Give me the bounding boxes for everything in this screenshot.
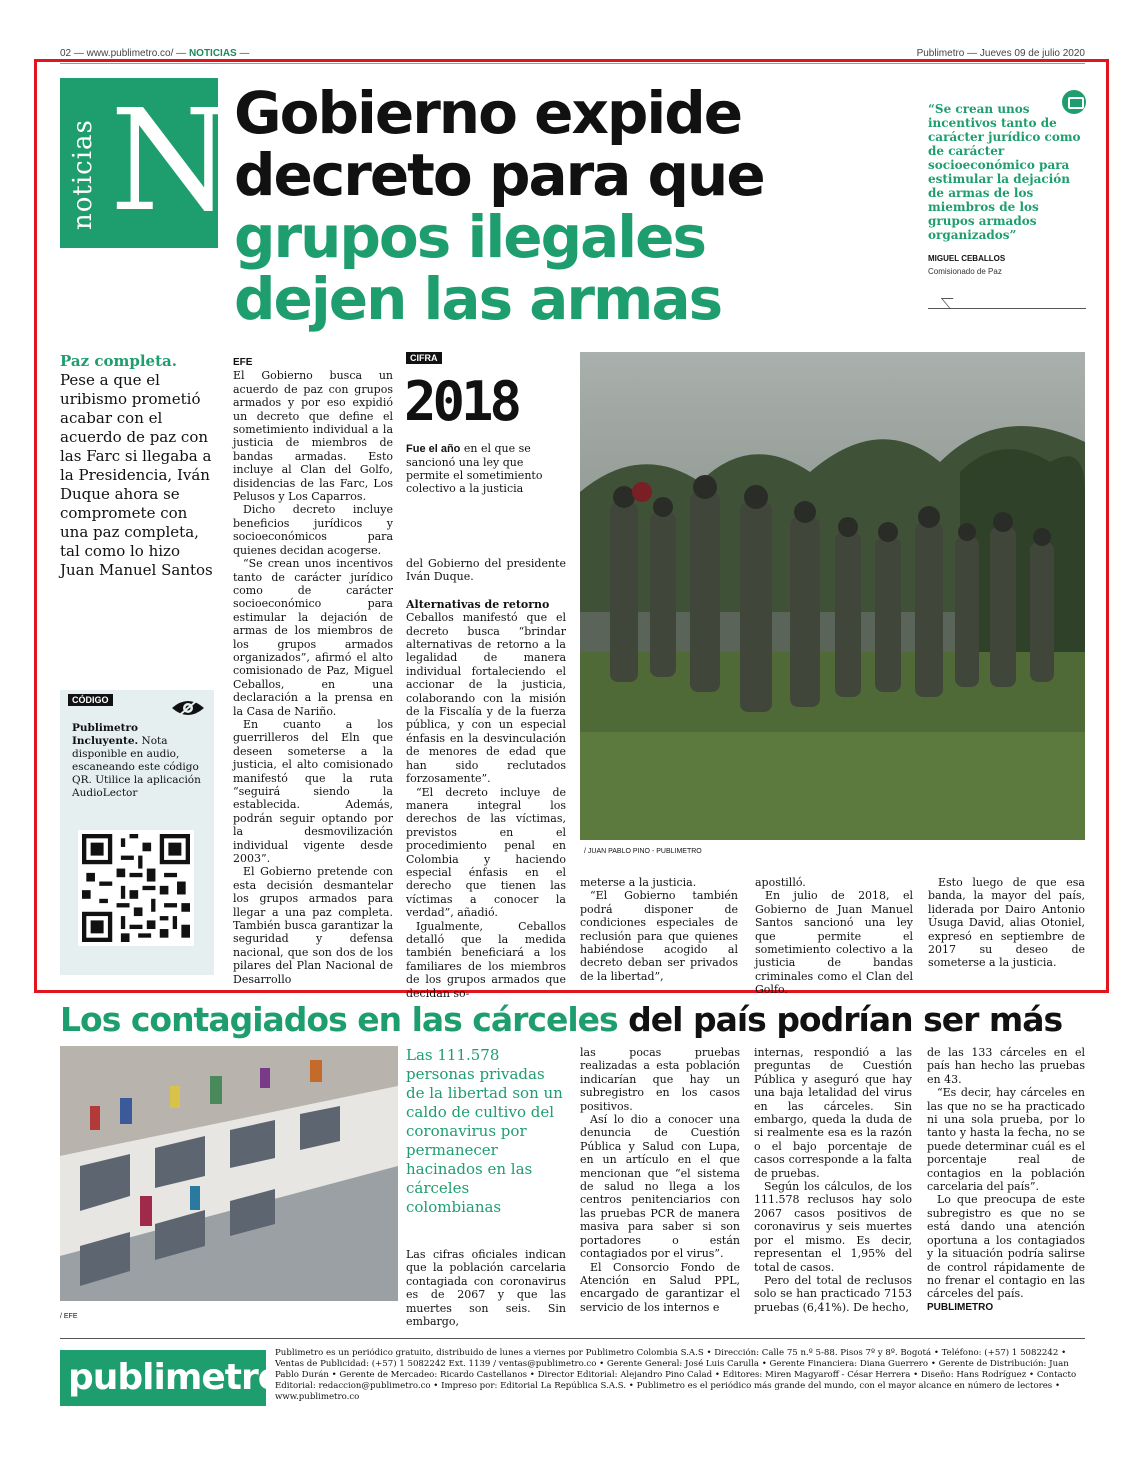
lede-bold: Paz completa. xyxy=(60,352,177,370)
article-col-5 xyxy=(928,876,1085,970)
running-head-date: Publimetro — Jueves 09 de julio 2020 xyxy=(916,48,1085,59)
story2-paragraph: Lo que preocupa de este subregistro es que no se está dando una atención oportuna a los contagiados y la situación podría salirse de control rápidamente de no frenar el contagio en las cárceles del país. xyxy=(927,1193,1085,1301)
article-paragraph: Dicho decreto incluye beneficios jurídicos y socioeconómicos para quienes decidan acogerse. xyxy=(233,503,393,557)
article-col-3 xyxy=(580,876,738,983)
photo-soldiers-illustration xyxy=(580,352,1085,840)
article-subhead: Alternativas de retorno xyxy=(406,597,550,611)
main-headline xyxy=(234,79,914,333)
story2-col-1 xyxy=(406,1248,566,1328)
pull-quote-text: “Se crean unos incentivos tanto de carácter jurídico como de carácter socioeconómico para estimular la dejación de armas de los miembros de los grupos armados organizados” xyxy=(928,102,1081,242)
headline-line-3: grupos ilegales xyxy=(234,203,705,271)
codigo-box xyxy=(60,690,214,975)
photo-soldiers xyxy=(580,352,1085,840)
codigo-body: Nota disponible en audio, escaneando este código QR. Utilice la aplicación AudioLector xyxy=(72,735,201,799)
article-col-2 xyxy=(406,557,566,1000)
headline-line-2: decreto para que xyxy=(234,141,764,209)
imprint: Publimetro es un periódico gratuito, distribuido de lunes a viernes por Publimetro Colombia S.A.S • Dirección: Calle 75 n.º 5-88. Pisos 7º y 8º. Bogotá • Teléfono: (+57) 1 5082242 • Ventas de Publicidad: (+57) 1 5082242 Ext. 1139 / ventas@publimetro.co • Gerente General: José Luis Carulla • Gerente Financiera: Diana Guerrero • Gerente de Distribución: Juan Pablo Durán • Gerente de Mercadeo: Ricardo Castellanos • Director Editorial: Alejandro Pino Calad • Editores: Miren Magyaroff - César Herrera • Diseño: Hans Rodríguez • Contacto Editorial: redaccion@publimetro.co • Impreso por: Editorial La República S.A.S. • Publimetro es el periódico más grande del mundo, con el mayor alcance en número de lectores • www.publimetro.co xyxy=(275,1348,1077,1402)
article-paragraph: “Se crean unos incentivos tanto de carácter jurídico como de carácter socioeconómico para estimular la dejación de armas de los miembros de los grupos armados organizados”, afirmó el alto comisionado de Paz, Miguel Ceballos, en una declaración a la prensa en la Casa de Nariño. xyxy=(233,557,393,718)
pull-quote-role: Comisionado de Paz xyxy=(928,267,1002,276)
running-head-tail: — xyxy=(236,48,250,59)
photo-prison-illustration xyxy=(60,1046,398,1301)
cifra-tag: CIFRA xyxy=(406,352,442,364)
article-source: EFE xyxy=(233,357,253,368)
qr-code-graphic xyxy=(82,834,190,942)
article-paragraph: Igualmente, Ceballos detalló que la medida también beneficiará a los familiares de los miembros de los grupos armados que decidan so- xyxy=(406,919,566,1000)
story2-paragraph: Así lo dio a conocer una denuncia de Cuestión Pública y Salud con Lupa, en un artículo en el que mencionan que “el sistema de salud no llega a los centros penitenciarios con las pruebas PCR de manera masiva para saber si son portadores o están contagiados por el virus”. xyxy=(580,1113,740,1261)
eye-ear-icon xyxy=(170,696,206,720)
photo-credit: / JUAN PABLO PINO - PUBLIMETRO xyxy=(584,848,702,855)
article-paragraph: “El Gobierno también podrá disponer de condiciones especiales de reclusión para que quienes habiéndose acogido al decreto deban ser privados de la libertad”, xyxy=(580,889,738,983)
photo-prison xyxy=(60,1046,398,1301)
story2-deck: Las 111.578 personas privadas de la libertad son un caldo de cultivo del coronavirus por permanecer hacinados en las cárceles colombianas xyxy=(406,1046,563,1216)
story2-headline-green: Los contagiados en las cárceles xyxy=(60,1000,618,1039)
story2-paragraph: de las 133 cárceles en el país han hecho las pruebas en 43. xyxy=(927,1046,1085,1086)
article-paragraph: En cuanto a los guerrilleros del Eln que deseen someterse a la justicia, el alto comisionado manifestó que la ruta “seguirá siendo la establecida. Además, podrán seguir optando por la desmovilización individual vigente desde 2003”. xyxy=(233,717,393,866)
codigo-text xyxy=(72,722,207,800)
cifra-body: en el que se sancionó una ley que permite el sometimiento colectivo a la justicia xyxy=(406,442,543,495)
story2-col-3 xyxy=(754,1046,912,1314)
footer-rule xyxy=(60,1338,1085,1339)
headline-line-4: dejen las armas xyxy=(234,265,722,333)
pull-quote xyxy=(928,102,1086,276)
qr-code-icon[interactable] xyxy=(78,830,194,946)
story2-paragraph: Pero del total de reclusos solo se han practicado 7153 pruebas (6,41%). De hecho, xyxy=(754,1273,912,1314)
speech-bubble-icon xyxy=(1062,90,1086,114)
story2-col-2 xyxy=(580,1046,740,1314)
story2-headline-dark: del país podrían ser más xyxy=(617,1000,1063,1039)
cifra-bold: Fue el año xyxy=(406,443,461,455)
story2-col-4 xyxy=(927,1046,1085,1314)
article-paragraph: El Gobierno busca un acuerdo de paz con grupos armados y por eso expidió un decreto que define el sometimiento individual a la justicia de miembros de bandas armadas. Esto incluye al Clan del Golfo, disidencias de las Farc, Los Pelusos y Los Caparros. xyxy=(233,369,393,504)
running-head-url: 02 — www.publimetro.co/ — xyxy=(60,48,187,59)
section-logo-letter: N xyxy=(110,80,233,243)
story2-paragraph: “Es decir, hay cárceles en las que no se ha practicado ni una sola prueba, por lo tanto y hasta la fecha, no se puede determinar cuál es el porcentaje real de contagios en la población carcelaria del país”. xyxy=(927,1086,1085,1194)
article-col-1 xyxy=(233,356,393,986)
article-paragraph: meterse a la justicia. xyxy=(580,876,697,889)
article-col-4 xyxy=(755,876,913,997)
codigo-tag: CÓDIGO xyxy=(68,694,113,706)
story2-paragraph: las pocas pruebas realizadas a esta población indicarían que hay un subregistro en los casos positivos. xyxy=(580,1046,740,1113)
cifra-text xyxy=(406,442,566,495)
story2-signature: PUBLIMETRO xyxy=(927,1301,994,1313)
story2-paragraph: Según los cálculos, de los 111.578 reclusos hay solo 2067 casos positivos de coronavirus y seis muertes por el mismo. Es decir, representan el 1,95% del total de casos. xyxy=(754,1180,912,1274)
story2-headline xyxy=(60,1000,1085,1040)
publimetro-logo[interactable]: publimetro xyxy=(60,1350,266,1406)
article-paragraph: Esto luego de que esa banda, la mayor del país, liderada por Dairo Antonio Úsuga David, alias Otoniel, expresó en septiembre de 2017 su deseo de someterse a la justicia. xyxy=(928,876,1085,970)
story2-paragraph: El Consorcio Fondo de Atención en Salud PPL, encargado de garantizar el servicio de los internos e xyxy=(580,1260,740,1314)
lede xyxy=(60,352,214,580)
pull-quote-rule xyxy=(928,308,1086,309)
headline-line-1: Gobierno expide xyxy=(234,79,742,147)
lede-text: Pese a que el uribismo prometió acabar con el acuerdo de paz con las Farc si llegaba a la Presidencia, Iván Duque ahora se compromete con una paz completa, tal como lo hizo Juan Manuel Santos xyxy=(60,371,213,579)
article-paragraph: En julio de 2018, el Gobierno de Juan Manuel Santos sancionó una ley que permite el sometimiento colectivo a la justicia de bandas criminales como el Clan del Golfo. xyxy=(755,889,913,997)
section-logo xyxy=(60,78,233,248)
article-paragraph: “El decreto incluye de manera integral los derechos de las víctimas, previstos en el procedimiento penal en Colombia y haciendo especial énfasis en el derecho que tienen las víctimas a conocer la verdad”, añadió. xyxy=(406,785,566,920)
article-paragraph: Ceballos manifestó que el decreto busca “brindar alternativas de retorno a la legalidad de manera individual fortaleciendo el accionar de la justicia, colaborando con la misión de la Fiscalía y de la fuerza pública, y con un especial énfasis en la desvinculación de menores de edad que han sido reclutados forzosamente”. xyxy=(406,611,566,786)
section-logo-word: noticias xyxy=(68,119,98,230)
story2-paragraph: internas, respondió a las preguntas de Cuestión Pública y aseguró que hay una baja letalidad del virus en las cárceles. Sin embargo, queda la duda de si realmente esa es la razón o el bajo porcentaje de casos corresponde a la falta de pruebas. xyxy=(754,1046,912,1180)
article-paragraph: apostilló. xyxy=(755,876,806,889)
codigo-bold: Publimetro Incluyente. xyxy=(72,722,139,747)
pull-quote-name: MIGUEL CEBALLOS xyxy=(928,254,1006,263)
story2-paragraph: Las cifras oficiales indican que la población carcelaria contagiada con coronavirus es de 2067 y que las muertes son seis. Sin embargo, xyxy=(406,1248,566,1329)
running-head-section: NOTICIAS xyxy=(188,48,237,59)
article-paragraph: El Gobierno pretende con esta decisión desmantelar los grupos armados para llegar a una paz completa. También busca garantizar la seguridad y defensa nacional, que son dos de los pilares del Plan Nacional de Desarrollo xyxy=(233,865,393,986)
photo-credit-2: / EFE xyxy=(60,1313,78,1320)
article-paragraph: del Gobierno del presidente Iván Duque. xyxy=(406,557,566,584)
cifra-number: 2018 xyxy=(404,370,519,433)
